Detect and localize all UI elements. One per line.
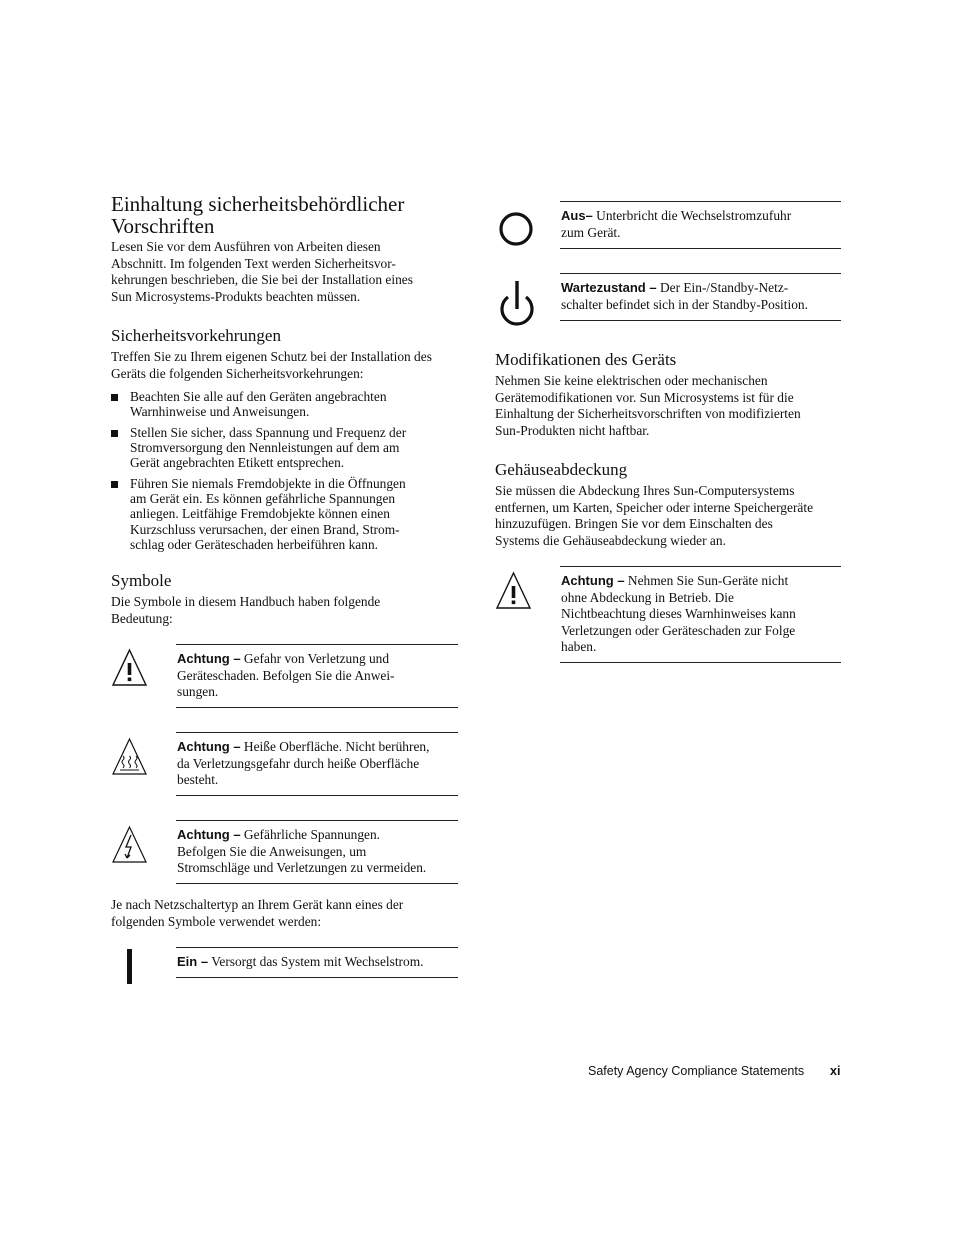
text-line: am Gerät ein. Es können gefährliche Spannungen	[130, 491, 396, 507]
intro-paragraph	[111, 239, 461, 305]
text-line: Gerätemodifikationen vor. Sun Microsystems ist für die	[495, 389, 794, 405]
bullet-marker	[111, 430, 118, 437]
note-text	[561, 208, 843, 241]
text-line: schlag oder Geräteschaden herbeiführen kann.	[130, 536, 378, 552]
page-number: xi	[830, 1064, 841, 1078]
note-text	[561, 280, 843, 313]
note-lead: Achtung –	[177, 739, 241, 754]
hazardous-voltage-note	[176, 820, 458, 884]
text-line: Bedeutung:	[111, 610, 173, 626]
text-line: Abschnitt. Im folgenden Text werden Sicherheitsvor-	[111, 255, 396, 271]
note-lead: Aus–	[561, 208, 593, 223]
note-line: Versorgt das System mit Wechselstrom.	[211, 954, 424, 969]
power-on-note	[176, 947, 458, 978]
text-line: Stellen Sie sicher, dass Spannung und Frequenz der	[130, 425, 407, 440]
note-text	[177, 651, 459, 701]
text-line: kehrungen beschrieben, die Sie bei der Installation eines	[111, 272, 413, 287]
text-line: Verletzungen oder Geräteschaden zur Folge	[561, 622, 796, 638]
text-line: haben.	[561, 639, 597, 654]
note-line: Nehmen Sie Sun-Geräte nicht	[627, 573, 789, 588]
text-line: Warnhinweise und Anweisungen.	[130, 404, 310, 420]
note-lead: Wartezustand –	[561, 280, 657, 295]
text-line: Sun-Produkten nicht haftbar.	[495, 422, 650, 438]
text-line: folgenden Symbole verwendet werden:	[111, 913, 322, 929]
text-line	[177, 827, 461, 844]
page-title	[111, 193, 471, 237]
note-line: Heiße Oberfläche. Nicht berühren,	[243, 739, 430, 754]
note-lead: Achtung –	[177, 651, 241, 666]
text-line	[177, 739, 459, 756]
caution-warning-icon	[495, 571, 532, 611]
text-line: zum Gerät.	[561, 224, 621, 240]
text-line	[561, 208, 843, 225]
caution-note	[176, 644, 458, 708]
precautions-heading: Sicherheitsvorkehrungen	[111, 326, 281, 345]
bullet-marker	[111, 481, 118, 488]
modifications-heading: Modifikationen des Geräts	[495, 350, 677, 369]
note-lead: Achtung –	[177, 827, 241, 842]
list-item-text	[130, 425, 455, 471]
text-line: Gerät angebrachten Etikett entsprechen.	[130, 455, 345, 471]
power-off-note	[560, 201, 841, 249]
text-line: Nichtbeachtung dieses Warnhinweises kann	[561, 606, 796, 621]
power-off-icon	[498, 211, 536, 249]
list-item	[111, 476, 461, 556]
text-line: Treffen Sie zu Ihrem eigenen Schutz bei der Installation des	[111, 349, 432, 364]
list-item-text	[130, 389, 455, 419]
switch-intro	[111, 897, 461, 930]
text-line: Lesen Sie vor dem Ausführen von Arbeiten diesen	[111, 239, 381, 254]
text-line: Führen Sie niemals Fremdobjekte in die Öffnungen	[130, 476, 406, 491]
symbols-intro	[111, 594, 461, 627]
note-lead: Ein –	[177, 954, 209, 969]
cover-caution-note	[560, 566, 841, 663]
symbols-heading: Symbole	[111, 571, 172, 590]
cover-paragraph	[495, 483, 850, 549]
text-line: Nehmen Sie keine elektrischen oder mechanischen	[495, 373, 768, 388]
page-title-line: Vorschriften	[111, 214, 215, 238]
hot-surface-icon	[111, 737, 148, 777]
standby-note	[560, 273, 841, 321]
text-line: entfernen, um Karten, Speicher oder interne Speichergeräte	[495, 499, 814, 515]
text-line: Stromversorgung den Nennleistungen auf dem am	[130, 440, 400, 456]
page-title-line: Einhaltung sicherheitsbehördlicher	[111, 192, 405, 216]
text-line: da Verletzungsgefahr durch heiße Oberfläche	[177, 755, 420, 771]
note-lead: Achtung –	[561, 573, 625, 588]
text-line: Sun Microsystems-Produkts beachten müssen.	[111, 288, 361, 304]
text-line	[561, 280, 843, 297]
note-line: Gefahr von Verletzung und	[243, 651, 390, 666]
footer-title: Safety Agency Compliance Statements	[588, 1064, 805, 1078]
note-text	[177, 739, 459, 789]
note-line: Gefährliche Spannungen.	[243, 827, 381, 842]
precautions-intro	[111, 349, 466, 382]
note-line: Der Ein-/Standby-Netz-	[659, 280, 789, 295]
text-line: Kurzschluss verursachen, der einen Brand, Strom-	[130, 521, 400, 537]
list-item-text	[130, 476, 455, 552]
text-line: Geräts die folgenden Sicherheitsvorkehrungen:	[111, 365, 364, 381]
note-line: Unterbricht die Wechselstromzufuhr	[596, 208, 792, 223]
text-line: Stromschläge und Verletzungen zu vermeiden.	[177, 860, 427, 875]
text-line	[177, 651, 459, 668]
text-line: schalter befindet sich in der Standby-Position.	[561, 296, 808, 312]
text-line: besteht.	[177, 772, 219, 787]
text-line: Sie müssen die Abdeckung Ihres Sun-Computersystems	[495, 483, 795, 498]
power-on-icon	[125, 948, 135, 986]
text-line: sungen.	[177, 684, 219, 699]
hot-surface-note	[176, 732, 458, 796]
caution-warning-icon	[111, 648, 148, 688]
standby-icon	[498, 279, 536, 329]
cover-heading: Gehäuseabdeckung	[495, 460, 628, 479]
note-text	[561, 573, 843, 656]
bullet-marker	[111, 394, 118, 401]
text-line: Systems die Gehäuseabdeckung wieder an.	[495, 532, 726, 548]
hazardous-voltage-icon	[111, 825, 148, 865]
text-line: Befolgen Sie die Anweisungen, um	[177, 843, 367, 859]
text-line	[561, 573, 843, 590]
text-line: Die Symbole in diesem Handbuch haben folgende	[111, 594, 381, 609]
note-text	[177, 827, 461, 877]
note-text	[177, 954, 461, 971]
text-line: Einhaltung der Sicherheitsvorschriften von modifizierten	[495, 406, 801, 421]
text-line: Beachten Sie alle auf den Geräten angebrachten	[130, 389, 387, 404]
text-line: Je nach Netzschaltertyp an Ihrem Gerät kann eines der	[111, 897, 404, 912]
text-line: anliegen. Leitfähige Fremdobjekte können einen	[130, 506, 390, 522]
list-item	[111, 389, 461, 421]
text-line: hinzuzufügen. Bringen Sie vor dem Einschalten des	[495, 516, 773, 531]
modifications-paragraph	[495, 373, 845, 439]
list-item	[111, 425, 461, 473]
text-line: ohne Abdeckung in Betrieb. Die	[561, 589, 734, 605]
text-line: Geräteschaden. Befolgen Sie die Anwei-	[177, 667, 395, 683]
